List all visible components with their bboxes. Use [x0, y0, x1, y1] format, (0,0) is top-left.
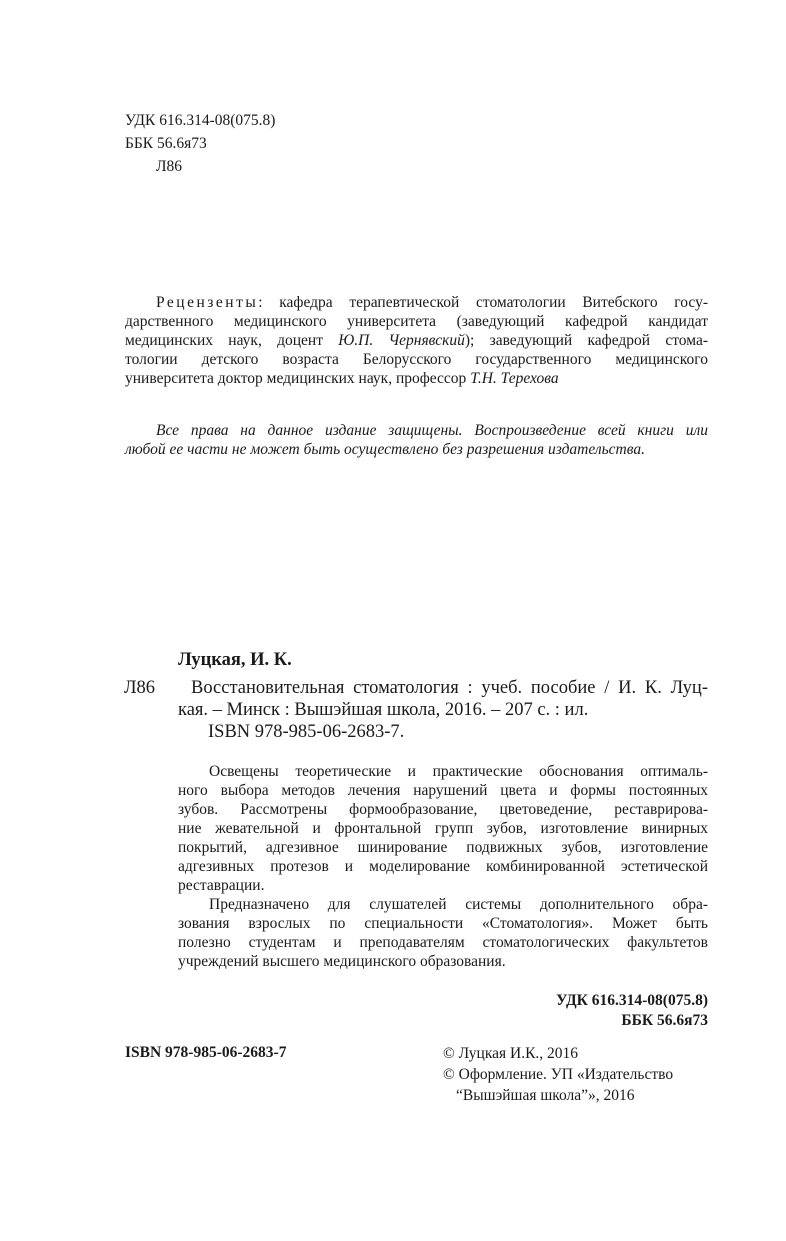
author-mark: Л86 — [156, 158, 183, 175]
annotation-p2-line: Предназначено для слушателей системы дополнительного обра- — [209, 896, 708, 913]
annotation-p2-line: зования взрослых по специальности «Стоматология». Может быть — [178, 915, 708, 932]
annotation-p1-line: зубов. Рассмотрены формообразование, цветоведение, реставрирова- — [178, 801, 708, 818]
reviewers-line-3: медицинских наук, доцент Ю.П. Чернявский); заведующий кафедрой стома- — [125, 332, 708, 349]
reviewers-line-4: тологии детского возраста Белорусского государственного медицинского — [125, 351, 708, 368]
annotation-p1-line: Освещены теоретические и практические обоснования оптималь- — [209, 763, 708, 780]
annotation-p1-line: реставрации. — [178, 877, 265, 894]
copyright-block — [443, 1043, 673, 1106]
copyright-design: © Оформление. УП «Издательство — [443, 1066, 674, 1083]
reviewers-label: Рецензенты — [156, 294, 259, 311]
copyright-author: © Луцкая И.К., 2016 — [443, 1045, 579, 1062]
reviewers-line-2: дарственного медицинского университета (заведующий кафедрой кандидат — [125, 313, 708, 330]
catalog-author-heading: Луцкая, И. К. — [178, 650, 292, 670]
bottom-bbk: ББК 56.6я73 — [621, 1012, 708, 1029]
catalog-description — [178, 677, 708, 743]
catalog-isbn: ISBN 978-985-06-2683-7. — [208, 722, 405, 742]
bottom-udk: УДК 616.314-08(075.8) — [556, 992, 708, 1009]
annotation-p1-line: ного выбора методов лечения нарушений цвета и формы постоянных — [178, 782, 708, 799]
copyright-publisher: “Вышэйшая школа”», 2016 — [456, 1087, 635, 1104]
catalog-line-1: Восстановительная стоматология : учеб. пособие / И. К. Луц- — [191, 678, 708, 698]
catalog-line-2: кая. – Минск : Вышэйшая школа, 2016. – 207 с. : ил. — [178, 700, 589, 720]
reviewers-line-1: Рецензенты: кафедра терапевтической стоматологии Витебского госу- — [156, 294, 708, 311]
annotation-p1-line: покрытий, адгезивное шинирование подвижных зубов, изготовление — [178, 839, 708, 856]
udk-code: УДК 616.314-08(075.8) — [125, 112, 276, 129]
annotation-p1-line: ние жевательной и фронтальной групп зубов, изготовление винирных — [178, 820, 708, 837]
bbk-code: ББК 56.6я73 — [125, 135, 207, 152]
annotation-p2-line: полезно студентам и преподавателям стоматологических факультетов — [178, 934, 708, 951]
reviewers-block — [125, 293, 708, 388]
annotation-paragraph-1 — [178, 762, 708, 895]
catalog-mark: Л86 — [124, 678, 156, 698]
rights-line-2: любой ее части не может быть осуществлено без разрешения издательства. — [125, 441, 645, 458]
udk-block — [125, 109, 275, 178]
reviewers-line-5: университета доктор медицинских наук, профессор Т.Н. Терехова — [125, 370, 559, 387]
reviewer-name-2: Т.Н. Терехова — [470, 370, 559, 387]
annotation-p1-line: адгезивных протезов и моделирование комбинированной эстетической — [178, 858, 708, 875]
reviewer-name-1: Ю.П. Чернявский — [338, 332, 465, 349]
rights-notice — [125, 421, 708, 459]
annotation — [178, 762, 708, 971]
annotation-p2-line: учреждений высшего медицинского образования. — [178, 953, 506, 970]
annotation-paragraph-2 — [178, 895, 708, 971]
rights-line-1: Все права на данное издание защищены. Воспроизведение всей книги или — [156, 422, 708, 439]
bottom-codes — [556, 991, 708, 1031]
footer-isbn: ISBN 978-985-06-2683-7 — [125, 1044, 287, 1061]
